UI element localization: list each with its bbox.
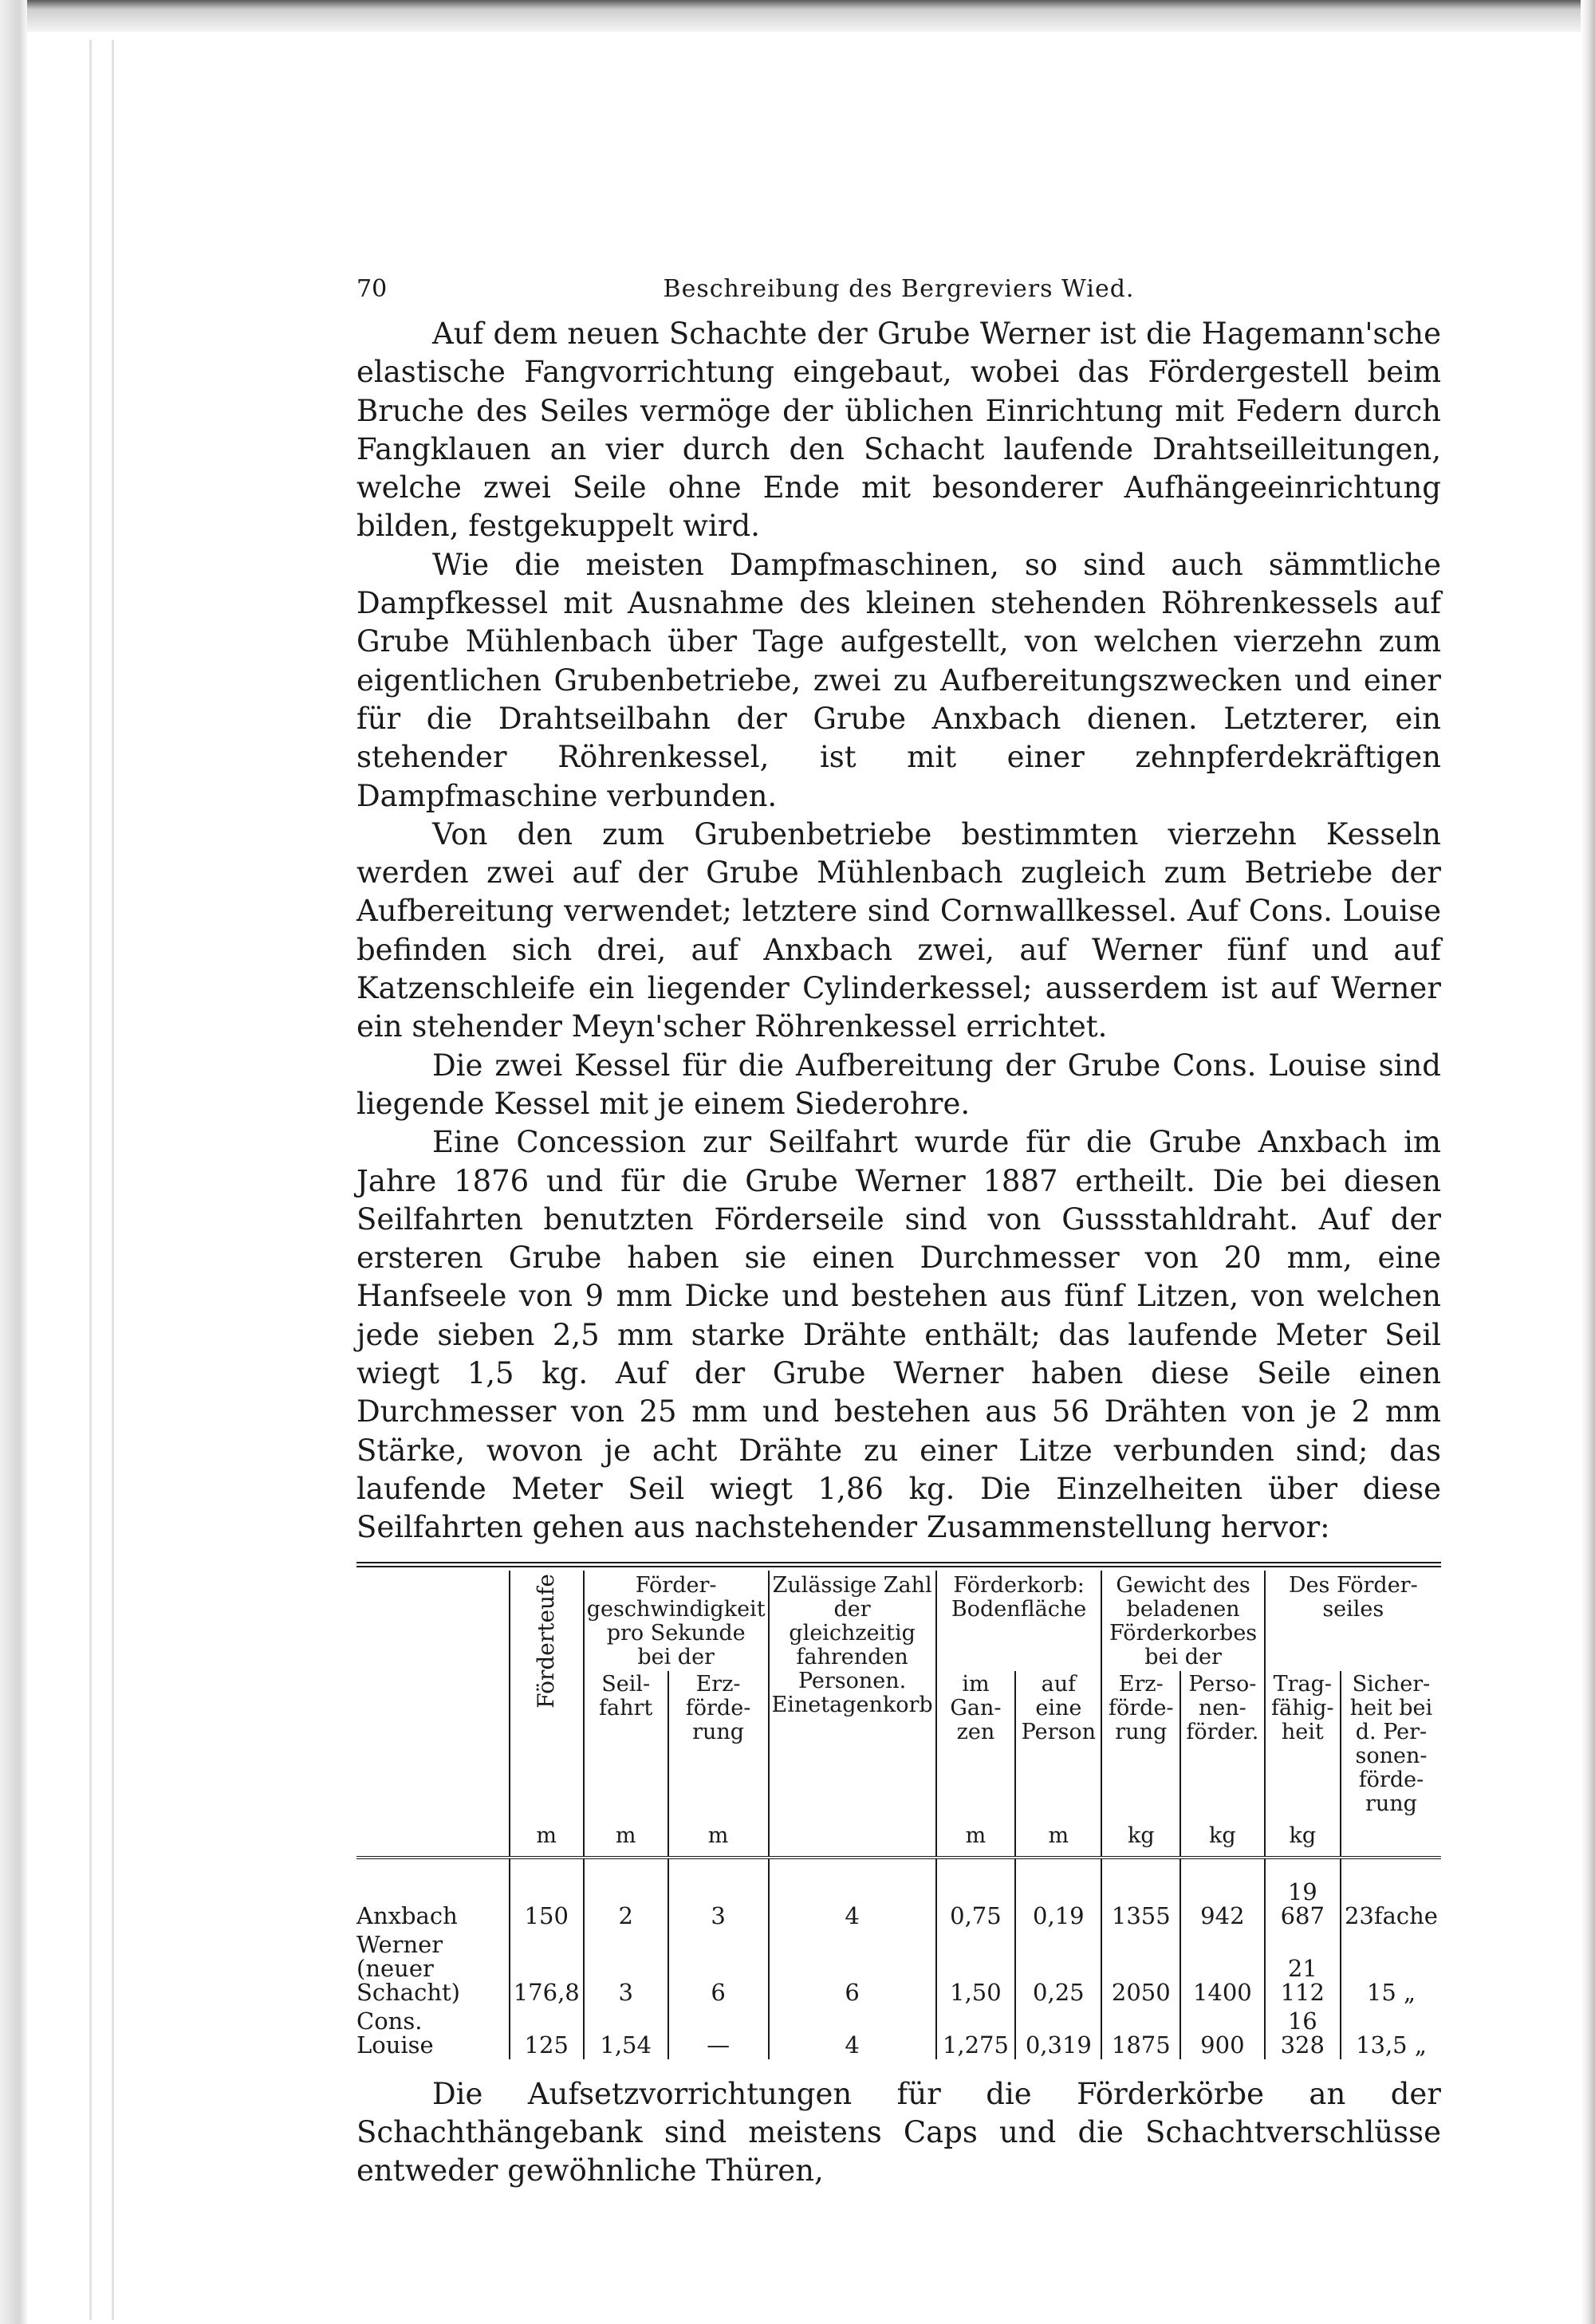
cell-seilfahrt: 2 xyxy=(584,1858,668,1930)
cell-sicherheit: 13,5 „ xyxy=(1341,2007,1441,2059)
cell-gewicht-erz: 1875 xyxy=(1101,2007,1180,2059)
cell-gewicht-person: 1400 xyxy=(1180,1930,1265,2007)
unit-label: m xyxy=(584,1818,668,1858)
paragraph: Die zwei Kessel für die Aufbereitung der Grube Cons. Louise sind liegende Kessel mit je einem Siederohre. xyxy=(356,1048,1441,1121)
header-auf-eine-person: auf eine Person xyxy=(1015,1671,1101,1818)
cell-teufe: 125 xyxy=(510,2007,584,2059)
unit-blank xyxy=(769,1818,936,1858)
cell-erzfoerderung: — xyxy=(668,2007,769,2059)
header-sicherheit: Sicher-heit bei d. Per-sonen-förde-rung xyxy=(1341,1671,1441,1818)
header-gewicht: Gewicht des beladenen Förderkorbes bei der xyxy=(1101,1571,1264,1671)
header-blank xyxy=(356,1571,510,1818)
unit-label: kg xyxy=(1180,1818,1265,1858)
cell-sicherheit: 23fache xyxy=(1341,1858,1441,1930)
row-name: Cons. Louise xyxy=(356,2007,434,2059)
header-erzfoerderung: Erz-förde-rung xyxy=(668,1671,769,1818)
cell-tragfaehigkeit: 16 328 xyxy=(1265,2007,1341,2059)
cell-sicherheit: 15 „ xyxy=(1341,1930,1441,2007)
cell-personen: 4 xyxy=(769,2007,936,2059)
header-foerderteufe: Förderteufe xyxy=(510,1571,584,1818)
unit-blank xyxy=(1341,1818,1441,1858)
cell-personen: 4 xyxy=(769,1858,936,1930)
header-tragfaehigkeit: Trag-fähig-heit xyxy=(1265,1671,1341,1818)
cell-auf-eine-person: 0,25 xyxy=(1015,1930,1101,2007)
scan-top-edge xyxy=(0,0,1595,32)
scan-left-edge xyxy=(0,0,27,2324)
unit-label: m xyxy=(1015,1818,1101,1858)
closing-paragraph: Die Aufsetzvorrichtungen für die Förderkörbe an der Schachthängebank sind meistens Caps und die Schachtverschlüsse entweder gewöhnliche Thüren, xyxy=(356,2076,1441,2188)
unit-label: m xyxy=(510,1818,584,1858)
cell-seilfahrt: 3 xyxy=(584,1930,668,2007)
header-foerderseil: Des Förder-seiles xyxy=(1265,1571,1441,1671)
cell-teufe: 150 xyxy=(510,1858,584,1930)
paragraph: Auf dem neuen Schachte der Grube Werner ist die Hagemann'sche elastische Fangvorrichtung eingebaut, wobei das Fördergestell beim Bruche des Seiles vermöge der üblichen Einrichtung mit Federn durch Fangklauen an vier durch den Schacht laufende Drahtseilleitungen, welche zwei Seile ohne Ende mit besonderer Aufhängeeinrichtung bilden, festgekuppelt wird. xyxy=(356,317,1441,544)
header-im-ganzen: im Gan-zen xyxy=(936,1671,1016,1818)
paragraph: Wie die meisten Dampfmaschinen, so sind auch sämmtliche Dampfkessel mit Ausnahme des kleinen stehenden Röhrenkessels auf Grube Mühlenbach über Tage aufgestellt, von welchen vierzehn zum eigentlichen Grubenbetriebe, zwei zu Aufbereitungszwecken und einer für die Drahtseilbahn der Grube Anxbach dienen. Letzterer, ein stehender Röhrenkessel, ist mit einer zehnpferdekräftigen Dampfmaschine verbunden. xyxy=(356,547,1441,813)
table-row xyxy=(356,2007,1441,2059)
cell-auf-eine-person: 0,319 xyxy=(1015,2007,1101,2059)
cell-tragfaehigkeit: 19 687 xyxy=(1265,1858,1341,1930)
seilfahrt-table xyxy=(356,1571,1441,2059)
running-title: Beschreibung des Bergreviers Wied. xyxy=(663,275,1135,303)
cell-seilfahrt: 1,54 xyxy=(584,2007,668,2059)
header-seilfahrt: Seil-fahrt xyxy=(584,1671,668,1818)
page-stack-line xyxy=(112,40,114,2320)
body-text xyxy=(356,315,1441,1547)
paragraph: Von den zum Grubenbetriebe bestimmten vierzehn Kesseln werden zwei auf der Grube Mühlenbach zugleich zum Betriebe der Aufbereitung verwendet; letztere sind Cornwallkessel. Auf Cons. Louise befinden sich drei, auf Anxbach zwei, auf Werner fünf und auf Katzenschleife ein liegender Cylinderkessel; ausserdem ist auf Werner ein stehender Meyn'scher Röhrenkessel errichtet. xyxy=(356,816,1441,1044)
cell-tragfaehigkeit: 21 112 xyxy=(1265,1930,1341,2007)
book-page xyxy=(356,275,1441,2190)
cell-personen: 6 xyxy=(769,1930,936,2007)
paragraph: Eine Concession zur Seilfahrt wurde für die Grube Anxbach im Jahre 1876 und für die Grube Werner 1887 ertheilt. Die bei diesen Seilfahrten benutzten Förderseile sind von Gussstahldraht. Auf der ersteren Grube haben sie einen Durchmesser von 20 mm, eine Hanfseele von 9 mm Dicke und bestehen aus fünf Litzen, von welchen jede sieben 2,5 mm starke Drähte enthält; das laufende Meter Seil wiegt 1,5 kg. Auf der Grube Werner haben diese Seile einen Durchmesser von 25 mm und bestehen aus 56 Drähten von je 2 mm Stärke, wovon je acht Drähte zu einer Litze verbunden sind; das laufende Meter Seil wiegt 1,86 kg. Die Einzelheiten über diese Seilfahrten gehen aus nachstehender Zusammenstellung hervor: xyxy=(356,1125,1441,1545)
unit-label: kg xyxy=(1265,1818,1341,1858)
cell-teufe: 176,8 xyxy=(510,1930,584,2007)
header-geschwindigkeit: Förder-geschwindigkeit pro Sekunde bei der xyxy=(584,1571,769,1671)
header-gewicht-person: Perso-nen-förder. xyxy=(1180,1671,1265,1818)
cell-erzfoerderung: 3 xyxy=(668,1858,769,1930)
unit-blank xyxy=(356,1818,510,1858)
unit-label: m xyxy=(936,1818,1016,1858)
scan-right-edge xyxy=(1581,0,1595,2324)
unit-label: kg xyxy=(1101,1818,1180,1858)
header-gewicht-erz: Erz-förde-rung xyxy=(1101,1671,1180,1818)
cell-gewicht-erz: 1355 xyxy=(1101,1858,1180,1930)
table-top-rule xyxy=(356,1562,1441,1571)
page-number: 70 xyxy=(356,275,388,303)
running-head xyxy=(356,275,1441,315)
row-name: Anxbach xyxy=(356,1901,458,1929)
header-personen: Zulässige Zahl der gleichzeitig fahrenden Personen. Einetagenkorb xyxy=(769,1571,936,1818)
header-foerderkorb: Förderkorb: Bodenfläche xyxy=(936,1571,1102,1671)
row-name: Werner (neuer Schacht) xyxy=(356,1930,460,2006)
cell-im-ganzen: 1,50 xyxy=(936,1930,1016,2007)
cell-erzfoerderung: 6 xyxy=(668,1930,769,2007)
cell-gewicht-person: 900 xyxy=(1180,2007,1265,2059)
table-row xyxy=(356,1858,1441,1930)
cell-gewicht-erz: 2050 xyxy=(1101,1930,1180,2007)
cell-gewicht-person: 942 xyxy=(1180,1858,1265,1930)
page-stack-line xyxy=(89,40,92,2320)
cell-im-ganzen: 1,275 xyxy=(936,2007,1016,2059)
cell-im-ganzen: 0,75 xyxy=(936,1858,1016,1930)
table-row xyxy=(356,1930,1441,2007)
cell-auf-eine-person: 0,19 xyxy=(1015,1858,1101,1930)
unit-label: m xyxy=(668,1818,769,1858)
